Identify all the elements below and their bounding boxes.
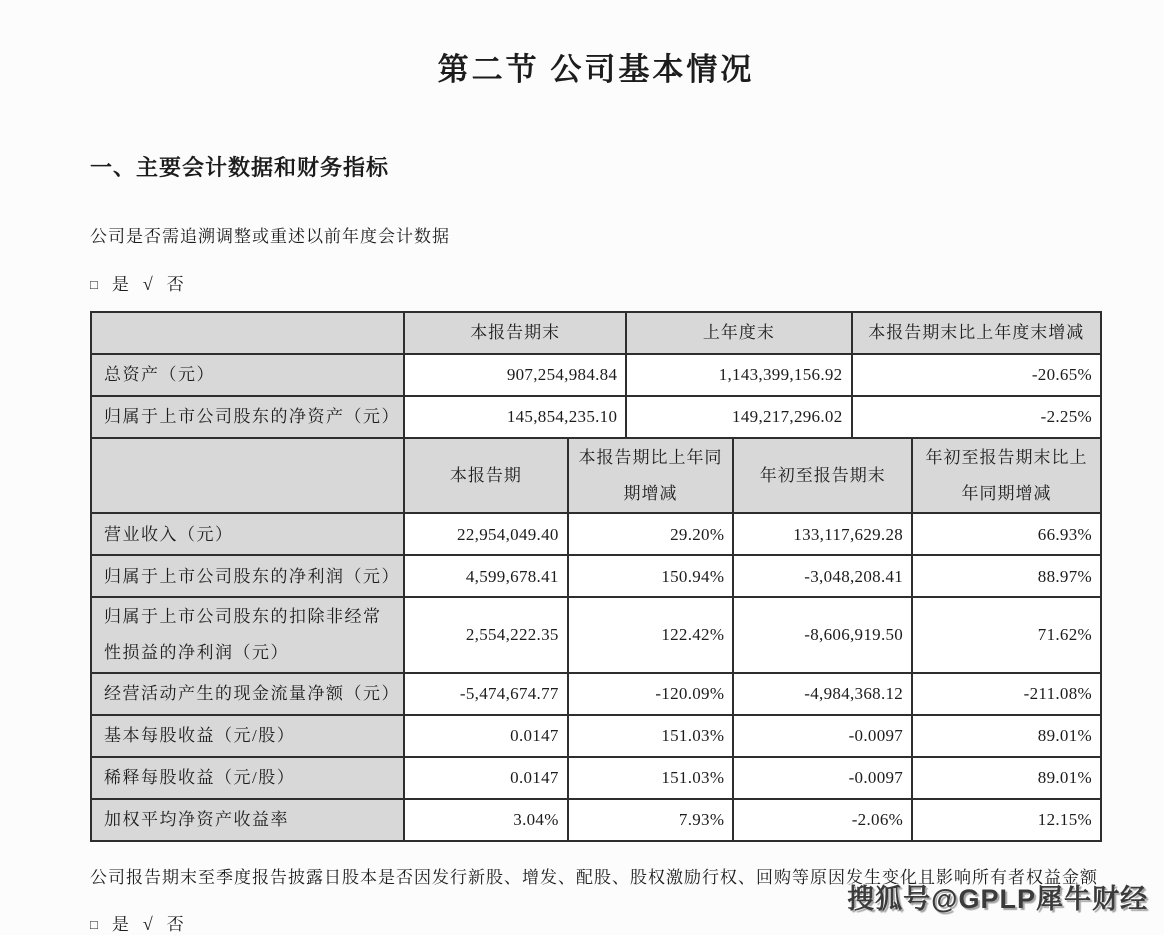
table-row xyxy=(91,673,1101,715)
no-label: 否 xyxy=(166,275,185,295)
cell-value: -2.06% xyxy=(733,799,912,841)
row-label: 归属于上市公司股东的扣除非经常性损益的净利润（元） xyxy=(91,597,404,672)
share-change-question: 公司报告期末至季度报告披露日股本是否因发行新股、增发、配股、股权激励行权、回购等原因发生变化且影响所有者权益金额 xyxy=(90,867,1098,887)
cell-value: -20.65% xyxy=(852,354,1102,396)
cell-value: 907,254,984.84 xyxy=(404,354,626,396)
cell-value: 12.15% xyxy=(912,799,1101,841)
column-header: 本报告期末 xyxy=(404,312,626,354)
table-row xyxy=(91,513,1101,555)
restate-question: 公司是否需追溯调整或重述以前年度会计数据 xyxy=(90,227,450,246)
cell-value: 88.97% xyxy=(912,555,1101,597)
cell-value: 151.03% xyxy=(568,757,734,799)
cell-value: -8,606,919.50 xyxy=(733,597,912,672)
row-label: 归属于上市公司股东的净利润（元） xyxy=(91,555,404,597)
cell-value: -0.0097 xyxy=(733,715,912,757)
cell-value: 0.0147 xyxy=(404,757,568,799)
page-title: 第二节 公司基本情况 xyxy=(437,52,755,87)
cell-value: 7.93% xyxy=(568,799,734,841)
row-label: 基本每股收益（元/股） xyxy=(91,715,404,757)
cell-value: 66.93% xyxy=(912,513,1101,555)
period-table xyxy=(90,437,1102,842)
cell-value: 4,599,678.41 xyxy=(404,555,568,597)
cell-value: 133,117,629.28 xyxy=(733,513,912,555)
cell-value: -2.25% xyxy=(852,396,1102,438)
cell-value: 149,217,296.02 xyxy=(626,396,851,438)
row-label: 经营活动产生的现金流量净额（元） xyxy=(91,673,404,715)
cell-value: -5,474,674.77 xyxy=(404,673,568,715)
cell-value: 145,854,235.10 xyxy=(404,396,626,438)
column-header: 年初至报告期末 xyxy=(733,438,912,513)
cell-value: -3,048,208.41 xyxy=(733,555,912,597)
table-row xyxy=(91,555,1101,597)
checkbox-unchecked-icon: □ xyxy=(90,277,99,293)
row-label: 稀释每股收益（元/股） xyxy=(91,757,404,799)
column-header: 本报告期末比上年度末增减 xyxy=(852,312,1102,354)
cell-value: 22,954,049.40 xyxy=(404,513,568,555)
cell-value: 2,554,222.35 xyxy=(404,597,568,672)
column-header: 本报告期比上年同期增减 xyxy=(568,438,734,513)
cell-value: 1,143,399,156.92 xyxy=(626,354,851,396)
table-row xyxy=(91,396,1101,438)
restate-checkbox-line xyxy=(90,270,1102,295)
checkbox-unchecked-icon: □ xyxy=(90,917,99,933)
column-header: 年初至报告期末比上年同期增减 xyxy=(912,438,1101,513)
table-row xyxy=(91,715,1101,757)
yes-label: 是 xyxy=(111,915,130,935)
section-heading: 一、主要会计数据和财务指标 xyxy=(90,155,390,180)
cell-value: 151.03% xyxy=(568,715,734,757)
cell-value: 89.01% xyxy=(912,757,1101,799)
column-header: 本报告期 xyxy=(404,438,568,513)
table-row xyxy=(91,597,1101,672)
table-header-row xyxy=(91,438,1101,513)
table-row xyxy=(91,354,1101,396)
cell-value: 3.04% xyxy=(404,799,568,841)
row-label: 加权平均净资产收益率 xyxy=(91,799,404,841)
cell-value: -211.08% xyxy=(912,673,1101,715)
cell-value: 29.20% xyxy=(568,513,734,555)
cell-value: -120.09% xyxy=(568,673,734,715)
sohu-watermark: 搜狐号@GPLP犀牛财经 xyxy=(847,884,1148,914)
cell-value: 0.0147 xyxy=(404,715,568,757)
table-header-row xyxy=(91,312,1101,354)
table-row xyxy=(91,757,1101,799)
cell-value: 122.42% xyxy=(568,597,734,672)
checkmark-icon: √ xyxy=(142,914,154,935)
table-row xyxy=(91,799,1101,841)
yes-label: 是 xyxy=(111,275,130,295)
row-label: 总资产（元） xyxy=(91,354,404,396)
column-header: 上年度末 xyxy=(626,312,851,354)
cell-value: -0.0097 xyxy=(733,757,912,799)
checkmark-icon: √ xyxy=(142,274,154,295)
cell-value: 150.94% xyxy=(568,555,734,597)
no-label: 否 xyxy=(166,915,185,935)
cell-value: -4,984,368.12 xyxy=(733,673,912,715)
document-page xyxy=(90,0,1102,935)
corner-cell xyxy=(91,438,404,513)
row-label: 归属于上市公司股东的净资产（元） xyxy=(91,396,404,438)
cell-value: 71.62% xyxy=(912,597,1101,672)
row-label: 营业收入（元） xyxy=(91,513,404,555)
period-end-table xyxy=(90,311,1102,439)
corner-cell xyxy=(91,312,404,354)
cell-value: 89.01% xyxy=(912,715,1101,757)
